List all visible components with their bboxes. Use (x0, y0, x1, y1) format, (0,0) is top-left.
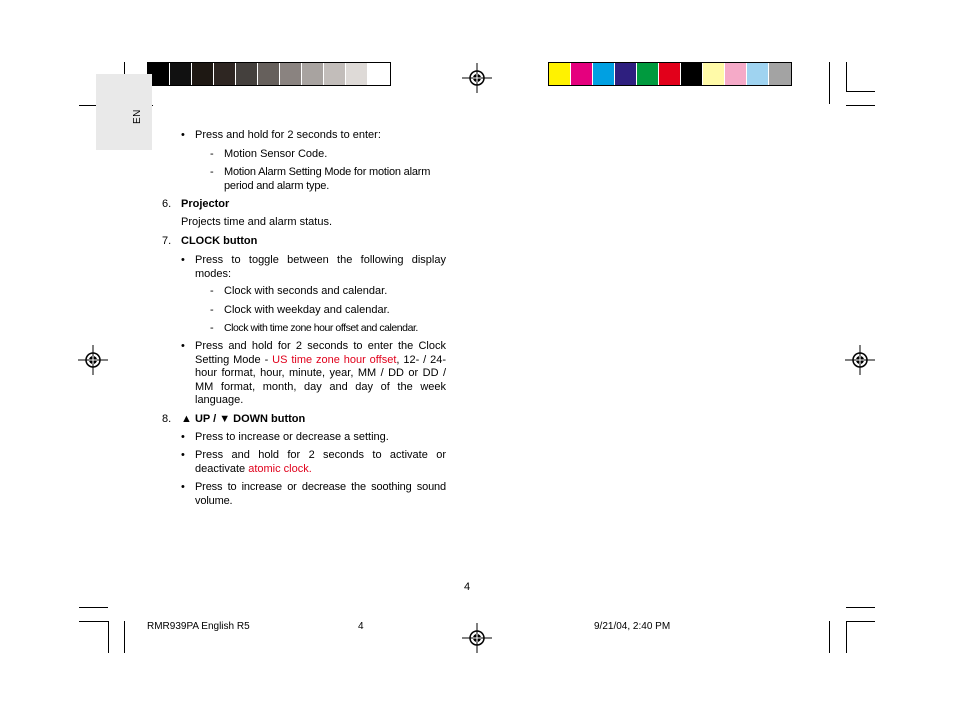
dash: - (210, 148, 214, 160)
color-swatch (703, 63, 725, 85)
bullet: • (181, 254, 185, 266)
registration-mark-icon (845, 345, 875, 375)
item-heading: CLOCK button (181, 235, 258, 247)
bullet: • (181, 431, 185, 443)
crop-mark (829, 62, 830, 104)
dash-text: Clock with seconds and calendar. (224, 285, 388, 297)
registration-mark-icon (78, 345, 108, 375)
bullet: • (181, 129, 185, 141)
crop-mark (846, 621, 847, 653)
color-swatch (192, 63, 214, 85)
footer-timestamp: 9/21/04, 2:40 PM (594, 621, 671, 632)
bullet: • (181, 340, 185, 352)
process-color-bar (548, 62, 792, 86)
bullet-text: Press to increase or decrease the soothing sound volume. (195, 481, 446, 507)
bullet: • (181, 449, 185, 461)
color-swatch (615, 63, 637, 85)
crop-mark (79, 621, 108, 622)
text-segment: Press and hold for 2 seconds to activate or deactivate (195, 449, 446, 475)
bullet-text (195, 449, 446, 476)
color-swatch (236, 63, 258, 85)
color-swatch (571, 63, 593, 85)
crop-mark (846, 621, 875, 622)
dash-text: Clock with time zone hour offset and calendar. (224, 322, 418, 334)
color-swatch (368, 63, 390, 85)
color-swatch (170, 63, 192, 85)
dash-text: Clock with weekday and calendar. (224, 304, 390, 316)
crop-mark (846, 62, 847, 92)
bullet-text: Press to increase or decrease a setting. (195, 431, 389, 443)
registration-mark-icon (462, 63, 492, 93)
color-swatch (302, 63, 324, 85)
language-label: EN (132, 109, 143, 124)
item-number: 7. (162, 235, 172, 247)
highlighted-text: atomic clock. (248, 462, 312, 475)
dash: - (210, 304, 214, 316)
dash-text: Motion Alarm Setting Mode for motion alarm period and alarm type. (224, 166, 431, 192)
dash: - (210, 166, 214, 178)
crop-mark (846, 607, 875, 608)
color-swatch (769, 63, 791, 85)
dash: - (210, 285, 214, 297)
color-swatch (637, 63, 659, 85)
color-swatch (681, 63, 703, 85)
language-tab (96, 74, 152, 150)
footer-page: 4 (358, 621, 364, 632)
text-segment: , 12- / 24-hour format, hour, minute, year, MM / DD or DD / MM format, month, day and day of the week language. (195, 353, 447, 406)
dash: - (210, 322, 214, 334)
bullet-text: Press and hold for 2 seconds to enter: (195, 129, 381, 141)
highlighted-text: US time zone hour offset (272, 353, 397, 366)
bullet-text (195, 340, 446, 408)
color-swatch (593, 63, 615, 85)
footer-filename: RMR939PA English R5 (147, 621, 250, 632)
crop-mark (108, 621, 109, 653)
crop-mark (79, 607, 108, 608)
crop-mark (846, 91, 875, 92)
bullet-text: Press to toggle between the following display modes: (195, 254, 446, 280)
text-segment: Press and hold for 2 seconds to enter the Clock Setting Mode - (195, 340, 446, 366)
color-swatch (258, 63, 280, 85)
grayscale-color-bar (147, 62, 391, 86)
color-swatch (346, 63, 368, 85)
color-swatch (659, 63, 681, 85)
crop-mark (124, 621, 125, 653)
item-heading: ▲ UP / ▼ DOWN button (181, 413, 306, 425)
registration-mark-icon (462, 623, 492, 653)
crop-mark (846, 105, 875, 106)
color-swatch (214, 63, 236, 85)
item-description: Projects time and alarm status. (181, 216, 333, 228)
color-swatch (280, 63, 302, 85)
color-swatch (324, 63, 346, 85)
item-number: 6. (162, 198, 172, 210)
bullet: • (181, 481, 185, 493)
color-swatch (549, 63, 571, 85)
item-number: 8. (162, 413, 172, 425)
page-number: 4 (464, 581, 471, 593)
color-swatch (747, 63, 769, 85)
crop-mark (829, 621, 830, 653)
color-swatch (725, 63, 747, 85)
item-heading: Projector (181, 198, 230, 210)
dash-text: Motion Sensor Code. (224, 148, 328, 160)
